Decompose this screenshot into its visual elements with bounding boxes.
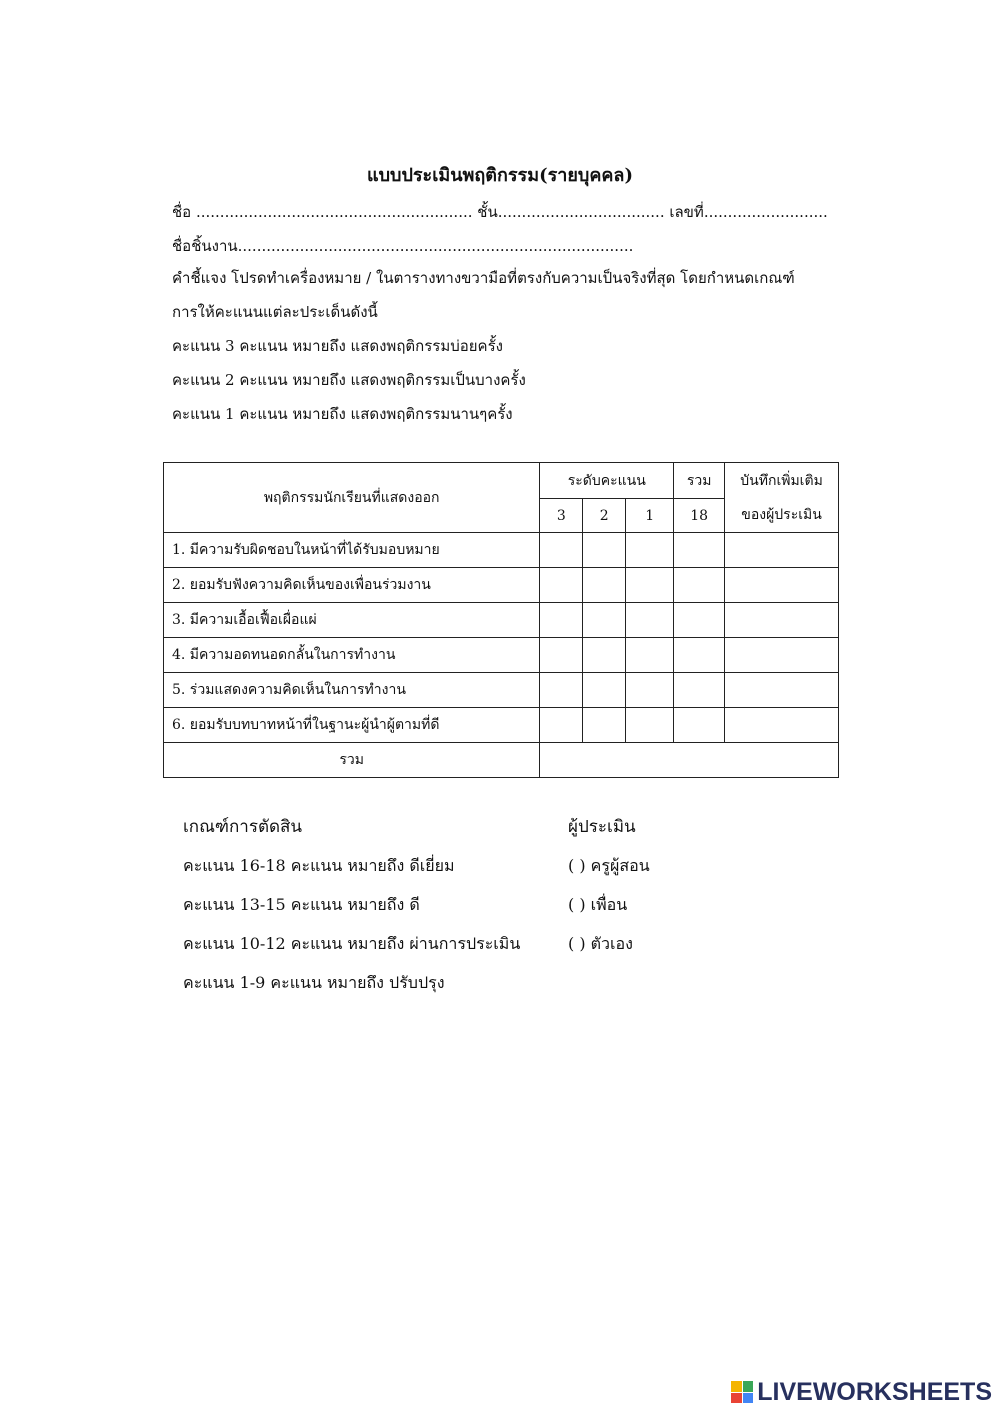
score-3-cell[interactable]	[540, 708, 583, 743]
logo-text: LIVEWORKSHEETS	[757, 1377, 992, 1406]
score-2-cell[interactable]	[583, 708, 626, 743]
sum-cell[interactable]	[674, 603, 725, 638]
criteria-section	[183, 815, 520, 1010]
behavior-label: 4. มีความอดทนอดกลั้นในการทำงาน	[164, 638, 540, 673]
score-2-cell[interactable]	[583, 603, 626, 638]
note-header-bottom: ของผู้ประเมิน	[725, 499, 839, 533]
work-name-line: ชื่อชิ้นงาน...................................................................................	[172, 237, 634, 255]
level-2-header: 2	[583, 499, 626, 533]
level-1-header: 1	[626, 499, 674, 533]
criteria-item: คะแนน 1-9 คะแนน หมายถึง ปรับปรุง	[183, 973, 445, 992]
behavior-label: 2. ยอมรับฟังความคิดเห็นของเพื่อนร่วมงาน	[164, 568, 540, 603]
sum-cell[interactable]	[674, 708, 725, 743]
sum-header: รวม	[674, 463, 725, 499]
table-row	[164, 708, 839, 743]
note-cell[interactable]	[725, 533, 839, 568]
score-1-cell[interactable]	[626, 568, 674, 603]
score-1-cell[interactable]	[626, 708, 674, 743]
behavior-label: 5. ร่วมแสดงความคิดเห็นในการทำงาน	[164, 673, 540, 708]
page-title: แบบประเมินพฤติกรรม(รายบุคคล)	[367, 165, 633, 186]
score-2-cell[interactable]	[583, 533, 626, 568]
table-row	[164, 533, 839, 568]
table-row	[164, 603, 839, 638]
score-3-cell[interactable]	[540, 673, 583, 708]
score-3-cell[interactable]	[540, 533, 583, 568]
sum-max: 18	[674, 499, 725, 533]
note-cell[interactable]	[725, 568, 839, 603]
table-row	[164, 673, 839, 708]
score-3-cell[interactable]	[540, 568, 583, 603]
score-2-description: คะแนน 2 คะแนน หมายถึง แสดงพฤติกรรมเป็นบางครั้ง	[172, 371, 526, 389]
score-1-cell[interactable]	[626, 533, 674, 568]
evaluator-section	[568, 815, 650, 971]
note-cell[interactable]	[725, 603, 839, 638]
behavior-label: 3. มีความเอื้อเฟื้อเผื่อแผ่	[164, 603, 540, 638]
total-row	[164, 743, 839, 778]
score-3-cell[interactable]	[540, 603, 583, 638]
behavior-header: พฤติกรรมนักเรียนที่แสดงออก	[164, 463, 540, 533]
score-1-cell[interactable]	[626, 638, 674, 673]
criteria-item: คะแนน 16-18 คะแนน หมายถึง ดีเยี่ยม	[183, 856, 455, 875]
score-3-description: คะแนน 3 คะแนน หมายถึง แสดงพฤติกรรมบ่อยครั้ง	[172, 337, 503, 355]
liveworksheets-logo	[731, 1377, 992, 1407]
logo-icon	[731, 1381, 753, 1403]
sum-cell[interactable]	[674, 568, 725, 603]
sum-cell[interactable]	[674, 673, 725, 708]
evaluator-option-friend[interactable]: ( ) เพื่อน	[568, 895, 628, 914]
score-2-cell[interactable]	[583, 568, 626, 603]
sum-cell[interactable]	[674, 638, 725, 673]
note-cell[interactable]	[725, 708, 839, 743]
evaluation-table	[163, 462, 839, 778]
score-1-description: คะแนน 1 คะแนน หมายถึง แสดงพฤติกรรมนานๆครั้ง	[172, 405, 513, 423]
instruction-line-1: คำชี้แจง โปรดทำเครื่องหมาย / ในตารางทางขวามือที่ตรงกับความเป็นจริงที่สุด โดยกำหนดเกณฑ์	[172, 269, 795, 287]
criteria-heading: เกณฑ์การตัดสิน	[183, 817, 303, 837]
behavior-label: 1. มีความรับผิดชอบในหน้าที่ได้รับมอบหมาย	[164, 533, 540, 568]
total-label: รวม	[164, 743, 540, 778]
score-2-cell[interactable]	[583, 638, 626, 673]
evaluator-heading: ผู้ประเมิน	[568, 817, 636, 837]
score-3-cell[interactable]	[540, 638, 583, 673]
level-3-header: 3	[540, 499, 583, 533]
evaluator-option-self[interactable]: ( ) ตัวเอง	[568, 934, 633, 953]
table-row	[164, 638, 839, 673]
evaluator-option-teacher[interactable]: ( ) ครูผู้สอน	[568, 856, 650, 875]
note-cell[interactable]	[725, 673, 839, 708]
sum-cell[interactable]	[674, 533, 725, 568]
table-row	[164, 568, 839, 603]
score-2-cell[interactable]	[583, 673, 626, 708]
score-1-cell[interactable]	[626, 603, 674, 638]
total-value-cell[interactable]	[540, 743, 839, 778]
note-header-top: บันทึกเพิ่มเติม	[725, 463, 839, 499]
instruction-line-2: การให้คะแนนแต่ละประเด็นดังนี้	[172, 303, 378, 321]
criteria-item: คะแนน 10-12 คะแนน หมายถึง ผ่านการประเมิน	[183, 934, 521, 953]
criteria-item: คะแนน 13-15 คะแนน หมายถึง ดี	[183, 895, 420, 914]
score-1-cell[interactable]	[626, 673, 674, 708]
behavior-label: 6. ยอมรับบทบาทหน้าที่ในฐานะผู้นำผู้ตามที่ดี	[164, 708, 540, 743]
name-line: ชื่อ .......................................................... ชั้น................................... เลขที่..........................	[172, 203, 828, 221]
note-cell[interactable]	[725, 638, 839, 673]
level-header: ระดับคะแนน	[540, 463, 674, 499]
